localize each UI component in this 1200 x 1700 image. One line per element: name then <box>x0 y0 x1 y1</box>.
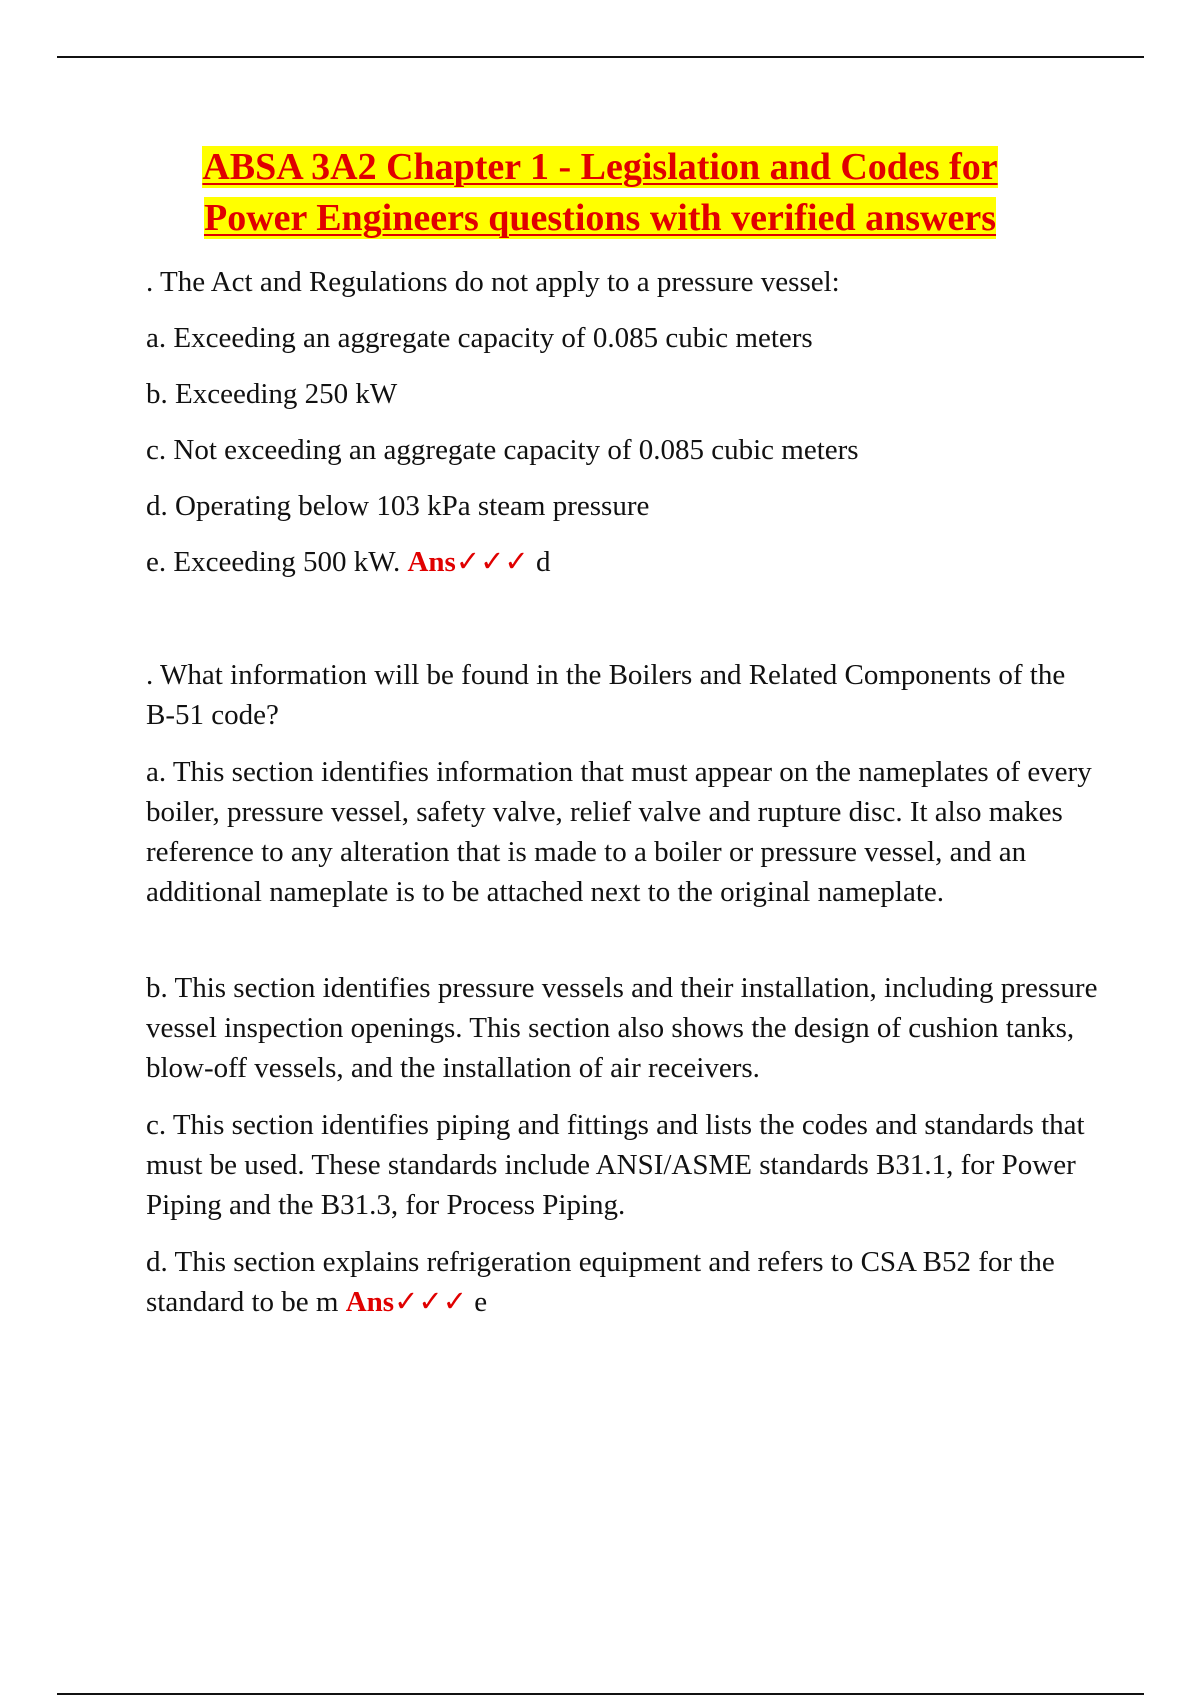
q2-option-a-block <box>146 752 1101 912</box>
bottom-rule <box>57 1693 1144 1695</box>
q1-option-d-block <box>146 486 1101 526</box>
q2-question: . What information will be found in the Boilers and Related Components of the B-51 code? <box>146 659 1066 731</box>
title-line-2: Power Engineers questions with verified answers <box>204 197 996 239</box>
q2-checkmarks: ✓✓✓ <box>394 1286 467 1318</box>
q1-option-e-line <box>146 542 1101 582</box>
q2-option-b: b. This section identifies pressure vessels and their installation, including pressure vessel inspection openings. This section also shows the design of cushion tanks, blow-off vessels, and the installation of air receivers. <box>146 972 1098 1084</box>
q2-option-d: d. This section explains refrigeration equipment and refers to CSA B52 for the standard to be m <box>146 1246 1055 1318</box>
q1-option-e-block <box>146 542 1101 582</box>
q1-question: . The Act and Regulations do not apply to a pressure vessel: <box>146 266 840 298</box>
title-line-1: ABSA 3A2 Chapter 1 - Legislation and Codes for <box>202 146 998 188</box>
q1-ans-label: Ans <box>407 546 456 578</box>
q1-option-a: a. Exceeding an aggregate capacity of 0.085 cubic meters <box>146 322 813 354</box>
q2-answer: e <box>474 1286 488 1318</box>
q2-option-a: a. This section identifies information that must appear on the nameplates of every boiler, pressure vessel, safety valve, relief valve and rupture disc. It also makes reference to any alteration that is made to a boiler or pressure vessel, and an additional nameplate is to be attached next to the original nameplate. <box>146 756 1092 908</box>
q2-option-c-block <box>146 1105 1101 1225</box>
top-rule <box>57 56 1144 58</box>
q1-option-b: b. Exceeding 250 kW <box>146 378 398 410</box>
q1-answer: d <box>535 546 551 578</box>
q2-option-c: c. This section identifies piping and fittings and lists the codes and standards that must be used. These standards include ANSI/ASME standards B31.1, for Power Piping and the B31.3, for Process Piping. <box>146 1109 1085 1221</box>
q1-option-b-block <box>146 374 1101 414</box>
q2-option-d-block <box>146 1242 1101 1322</box>
q1-option-c-block <box>146 430 1101 470</box>
q2-ans-label: Ans <box>345 1286 395 1318</box>
q1-question-block <box>146 262 1101 302</box>
q1-option-c: c. Not exceeding an aggregate capacity of 0.085 cubic meters <box>146 434 859 466</box>
document-title <box>120 142 1080 244</box>
q1-option-d: d. Operating below 103 kPa steam pressure <box>146 490 650 522</box>
q2-option-d-line <box>146 1242 1101 1322</box>
q2-option-b-block <box>146 968 1101 1088</box>
q2-question-block <box>146 655 1101 735</box>
q1-option-e: e. Exceeding 500 kW. <box>146 546 401 578</box>
q1-option-a-block <box>146 318 1101 358</box>
q1-checkmarks: ✓✓✓ <box>455 546 529 578</box>
